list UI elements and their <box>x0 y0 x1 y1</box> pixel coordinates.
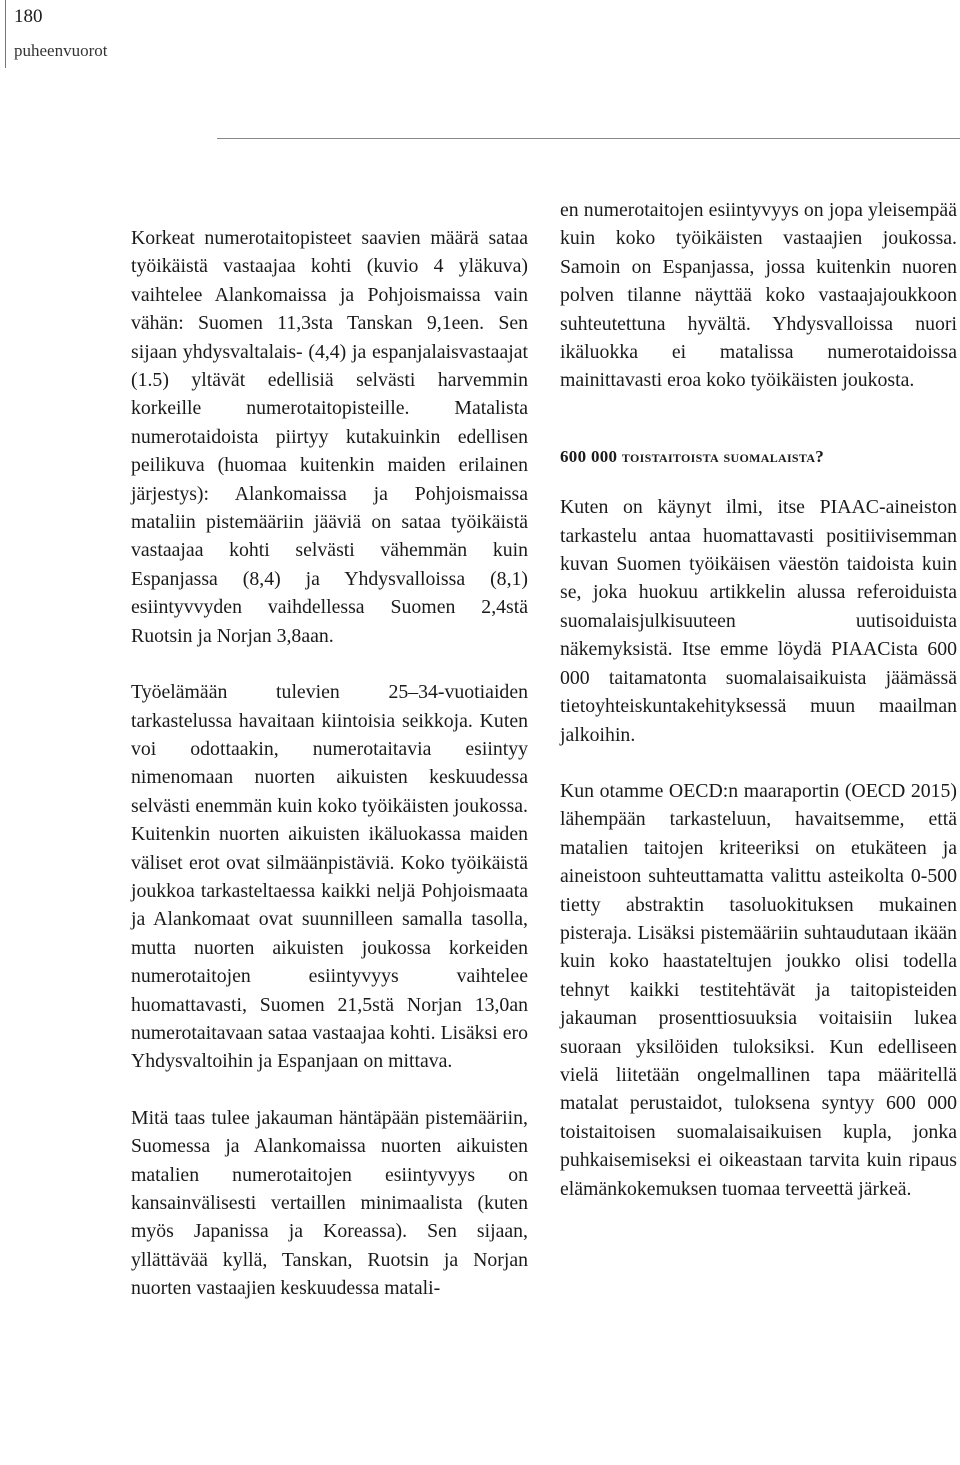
left-paragraph-3: Mitä taas tulee jakauman häntäpään pistemääriin, Suomessa ja Alankomaissa nuorten aikuisten matalien numerotaitojen esiintyvyys on kansainvälisesti vertaillen minimaalista (kuten myös Japanissa ja Koreassa). Sen sijaan, yllättävää kyllä, Tanskan, Ruotsin ja Norjan nuorten vastaajien keskuudessa matali- <box>131 1106 528 1300</box>
section-label: puheenvuorot <box>14 41 108 60</box>
header-horizontal-rule <box>217 138 960 139</box>
heading-number: 600 000 <box>560 446 618 466</box>
right-paragraph-2: Kuten on käynyt ilmi, itse PIAAC-aineiston tarkastelu antaa huomattavasti positiivisemman kuvan Suomen työikäisen väestön taidoista kuin se, joka huokuu artikkelin alussa referoiduista suomalaisjulkisuuteen uutisoiduista näkemyksistä. Itse emme löydä PIAACista 600 000 taitamatonta suomalaisaikuista jäämässä tietoyhteiskuntakehityksessä muun maailman jalkoihin. <box>560 496 957 746</box>
heading-text: toistaitoista suomalaista? <box>621 446 825 466</box>
right-paragraph-1: en numerotaitojen esiintyvyys on jopa yleisempää kuin koko työikäisten vastaajien joukossa. Samoin on Espanjassa, jossa kuitenkin nuoren polven tilanne näyttää koko vastaajajoukkoon suhteutettuna hyvältä. Yhdysvalloissa nuori ikäluokka ei matalissa numerotaidoissa mainittavasti eroa koko työikäisten joukosta. <box>560 199 957 392</box>
right-paragraph-3: Kun otamme OECD:n maaraportin (OECD 2015) lähempään tarkasteluun, havaitsemme, että matalien taitojen kriteeriksi on etukäteen ja aineistoon suhteuttamatta valittu asteikolta 0-500 tietty abstraktin tasoluokituksen mukainen pisteraja. Lisäksi pistemääriin suhtaudutaan ikään kuin koko haastateltujen joukko olisi todella tehnyt kaikki testitehtävät ja taitopisteiden jakauman prosenttiosuuksia voitaisiin lukea suoraan yksilöiden tuloksiksi. Kun edelliseen vielä liitetään ongelmallinen tapa määritellä matalat perustaidot, tuloksena syntyy 600 000 toistaitoisen suomalaisaikuisen kupla, jonka puhkaisemiseksi ei oikeastaan tarvita kuin ripaus elämänkokemuksen tuomaa terveettä järkeä. <box>560 779 957 1200</box>
header-vertical-rule <box>5 0 6 68</box>
page-number: 180 <box>14 6 43 27</box>
left-column <box>131 224 528 1303</box>
left-paragraph-2: Työelämään tulevien 25–34-vuotiaiden tarkastelussa havaitaan kiintoisia seikkoja. Kuten voi odottaakin, numerotaitavia esiintyy nimenomaan nuorten aikuisten keskuudessa selvästi enemmän kuin koko työikäisten joukossa. Kuitenkin nuorten aikuisten ikäluokassa maiden väliset erot ovat silmäänpistäviä. Koko työikäistä joukkoa tarkasteltaessa kaikki neljä Pohjoismaata ja Alankomaat ovat suunnilleen samalla tasolla, mutta nuorten aikuisten joukossa korkeiden numerotaitojen esiintyvyys vaihtelee huomattavasti, Suomen 21,5stä Norjan 13,0an numerotaitavaan sataa vastaajaa kohti. Lisäksi ero Yhdysvaltoihin ja Espanjaan on mittava. <box>131 681 528 1073</box>
section-heading <box>560 443 957 471</box>
left-paragraph-1: Korkeat numerotaitopisteet saavien määrä sataa työikäistä vastaajaa kohti (kuvio 4 yläkuva) vaihtelee Alankomaissa ja Pohjoismaissa vain vähän: Suomen 11,3sta Tanskan 9,1een. Sen sijaan yhdysvaltalais- (4,4) ja espanjalaisvastaajat (1.5) yltävät edellisiä selvästi harvemmin korkeille numerotaitopisteille. Matalista numerotaidoista piirtyy kutakuinkin edellisen peilikuva (huomaa kuitenkin maiden erilainen järjestys): Alankomaissa ja Pohjoismaissa mataliin pistemääriin jääviä on sataa työikäistä vastaajaa kohti selvästi vähemmän kuin Espanjassa (8,4) ja Yhdysvalloissa (8,1) esiintyvvyden vaihdellessa Suomen 2,4stä Ruotsin ja Norjan 3,8aan. <box>131 227 528 647</box>
right-column <box>560 196 957 1203</box>
